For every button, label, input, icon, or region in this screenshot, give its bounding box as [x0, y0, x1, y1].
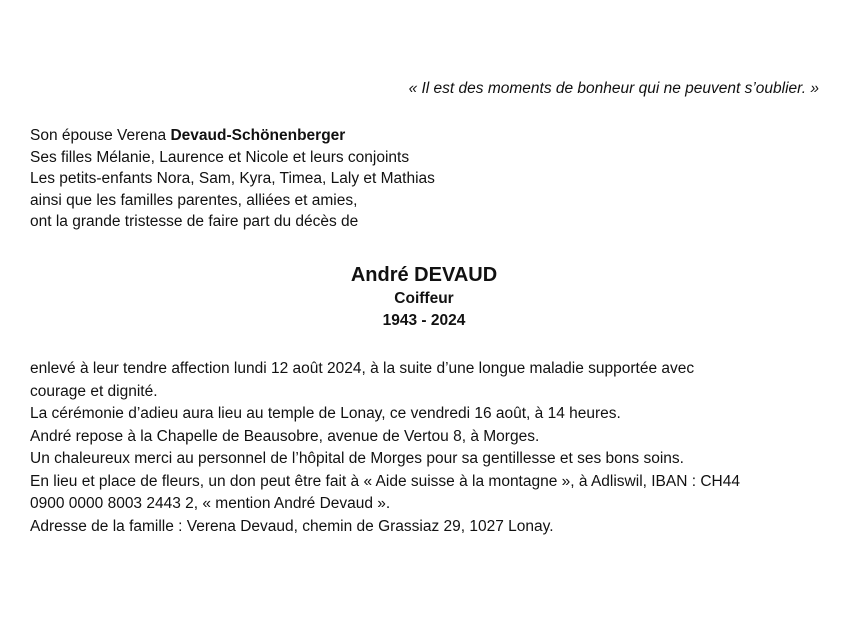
body-line-donation: En lieu et place de fleurs, un don peut être fait à « Aide suisse à la montagne », à Adliswil, IBAN : CH44 [30, 472, 740, 490]
spouse-surname: Devaud-Schönenberger [170, 127, 346, 144]
family-line-daughters: Ses filles Mélanie, Laurence et Nicole et leurs conjoints [30, 148, 410, 166]
deceased-years: 1943 - 2024 [382, 312, 466, 329]
body-line-address: Adresse de la famille : Verena Devaud, chemin de Grassiaz 29, 1027 Lonay. [30, 517, 554, 535]
family-line-relatives: ainsi que les familles parentes, alliées et amies, [30, 191, 358, 209]
deceased-name: André DEVAUD [350, 264, 498, 286]
body-line-passing: enlevé à leur tendre affection lundi 12 août 2024, à la suite d’une longue maladie supportée avec [30, 360, 695, 377]
epigraph-quote: « Il est des moments de bonheur qui ne peuvent s’oublier. » [408, 80, 819, 97]
deceased-profession: Coiffeur [394, 290, 454, 307]
family-announcement [30, 125, 435, 233]
family-line-spouse [30, 125, 435, 147]
family-line-announcement: ont la grande tristesse de faire part du décès de [30, 213, 359, 230]
deceased-block [0, 262, 848, 332]
body-line-thanks: Un chaleureux merci au personnel de l’hôpital de Morges pour sa gentillesse et ses bons soins. [30, 450, 684, 467]
obituary-body [30, 358, 800, 538]
body-line-passing-cont: courage et dignité. [30, 382, 158, 400]
spouse-prefix: Son épouse Verena [30, 127, 171, 144]
family-line-grandchildren: Les petits-enfants Nora, Sam, Kyra, Timea, Laly et Mathias [30, 170, 435, 187]
body-line-rest: André repose à la Chapelle de Beausobre, avenue de Vertou 8, à Morges. [30, 427, 540, 445]
body-line-donation-cont: 0900 0000 8003 2443 2, « mention André Devaud ». [30, 495, 391, 512]
body-line-ceremony: La cérémonie d’adieu aura lieu au temple de Lonay, ce vendredi 16 août, à 14 heures. [30, 405, 621, 422]
